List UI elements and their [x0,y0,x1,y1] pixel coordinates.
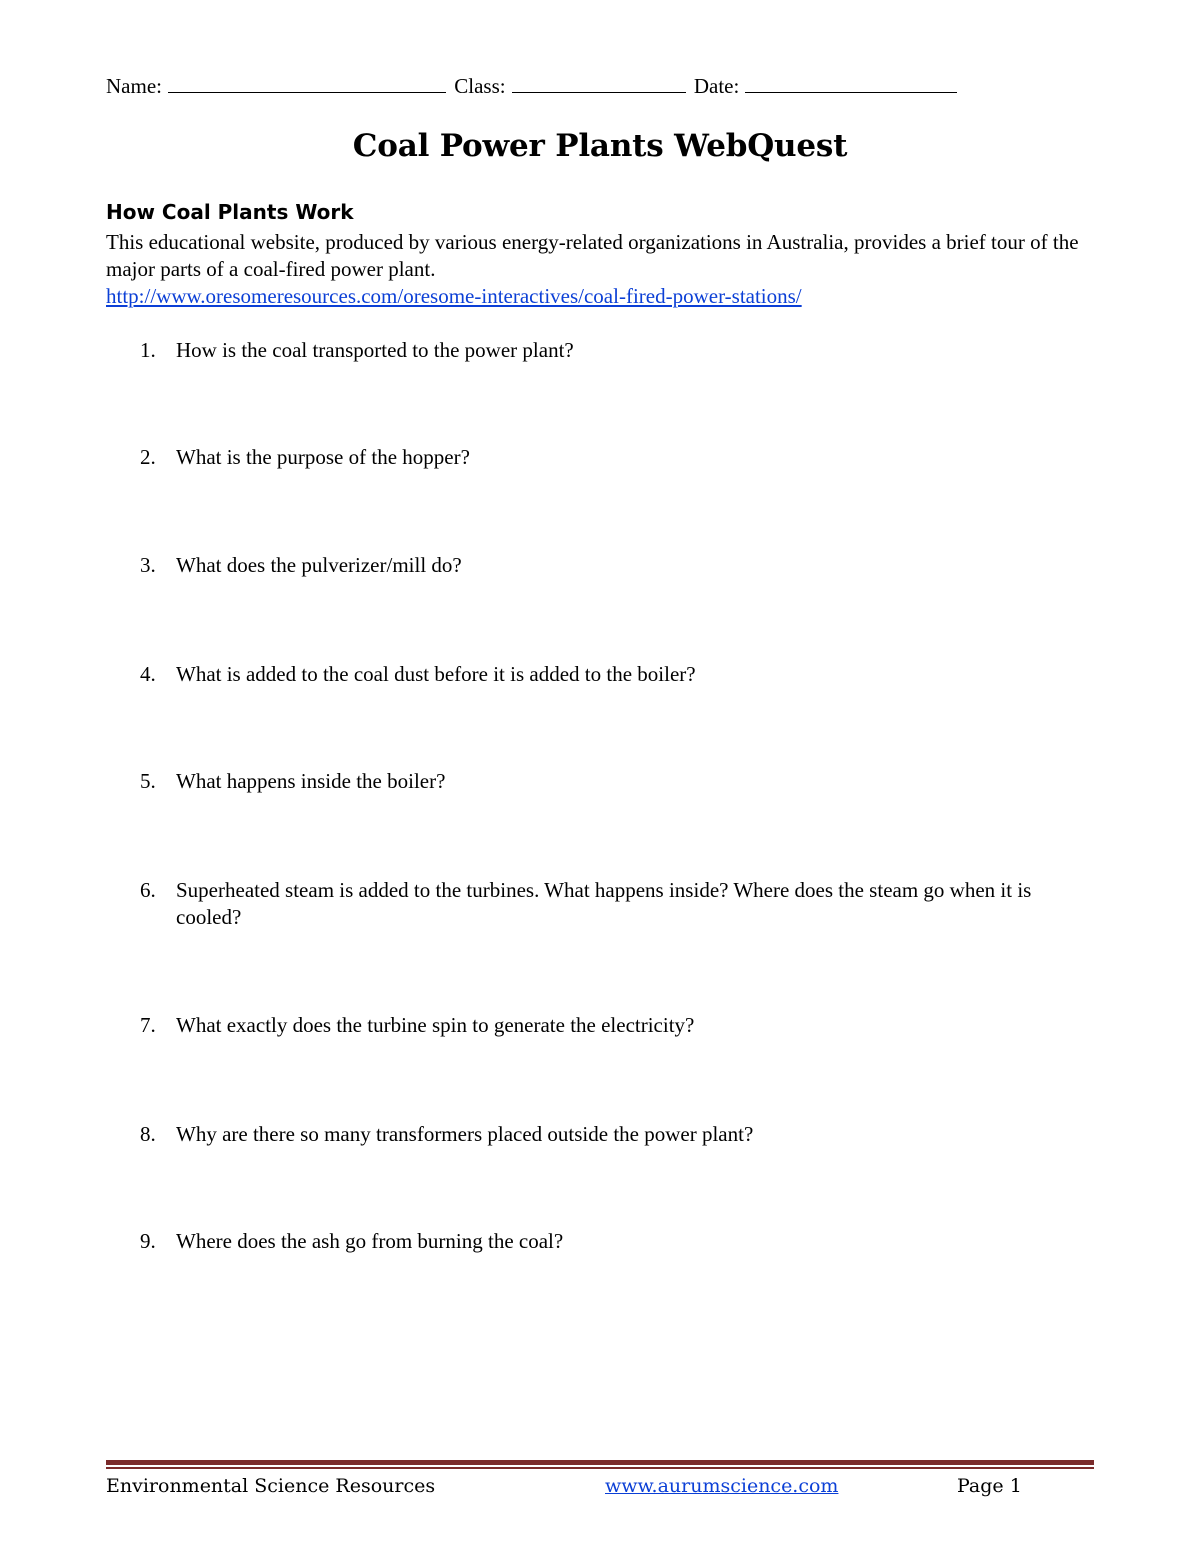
question-number: 2. [140,445,156,469]
date-label: Date: [693,74,740,98]
question-text: How is the coal transported to the power plant? [176,338,574,362]
question-number: 9. [140,1229,156,1253]
question-item [140,337,1080,364]
student-info-header [106,72,960,100]
resource-link[interactable]: http://www.oresomeresources.com/oresome-interactives/coal-fired-power-stations/ [106,284,802,308]
footer-divider [106,1460,1094,1465]
class-label: Class: [454,74,506,98]
question-number: 5. [140,769,156,793]
question-item [140,768,1080,795]
question-item [140,444,1080,471]
question-number: 8. [140,1122,156,1146]
intro-text: This educational website, produced by various energy-related organizations in Australia, provides a brief tour of the major parts of a coal-fired power plant. [106,230,1079,281]
question-item [140,877,1080,931]
question-text: What exactly does the turbine spin to generate the electricity? [176,1013,695,1037]
question-text: Superheated steam is added to the turbines. What happens inside? Where does the steam go when it is cooled? [176,878,1032,929]
footer-website-link[interactable]: www.aurumscience.com [605,1475,839,1497]
question-item [140,1121,1080,1148]
name-label: Name: [106,74,162,98]
question-text: Why are there so many transformers placed outside the power plant? [176,1122,754,1146]
question-item [140,552,1080,579]
page-title: Coal Power Plants WebQuest [352,128,848,164]
question-text: What is the purpose of the hopper? [176,445,470,469]
date-blank-line[interactable] [745,91,957,93]
question-item [140,1228,1080,1255]
question-number: 1. [140,338,156,362]
question-text: What happens inside the boiler? [176,769,446,793]
question-text: What does the pulverizer/mill do? [176,553,462,577]
footer-publisher: Environmental Science Resources [106,1475,436,1497]
question-number: 4. [140,662,156,686]
question-number: 6. [140,878,156,902]
question-number: 3. [140,553,156,577]
question-item [140,661,1080,688]
name-blank-line[interactable] [168,91,446,93]
question-number: 7. [140,1013,156,1037]
question-item [140,1012,1080,1039]
question-text: Where does the ash go from burning the coal? [176,1229,564,1253]
section-heading: How Coal Plants Work [106,200,354,224]
class-blank-line[interactable] [512,91,686,93]
question-text: What is added to the coal dust before it is added to the boiler? [176,662,696,686]
section-intro [106,229,1106,310]
page-number: Page 1 [957,1475,1022,1497]
footer-divider-thin [106,1467,1094,1469]
